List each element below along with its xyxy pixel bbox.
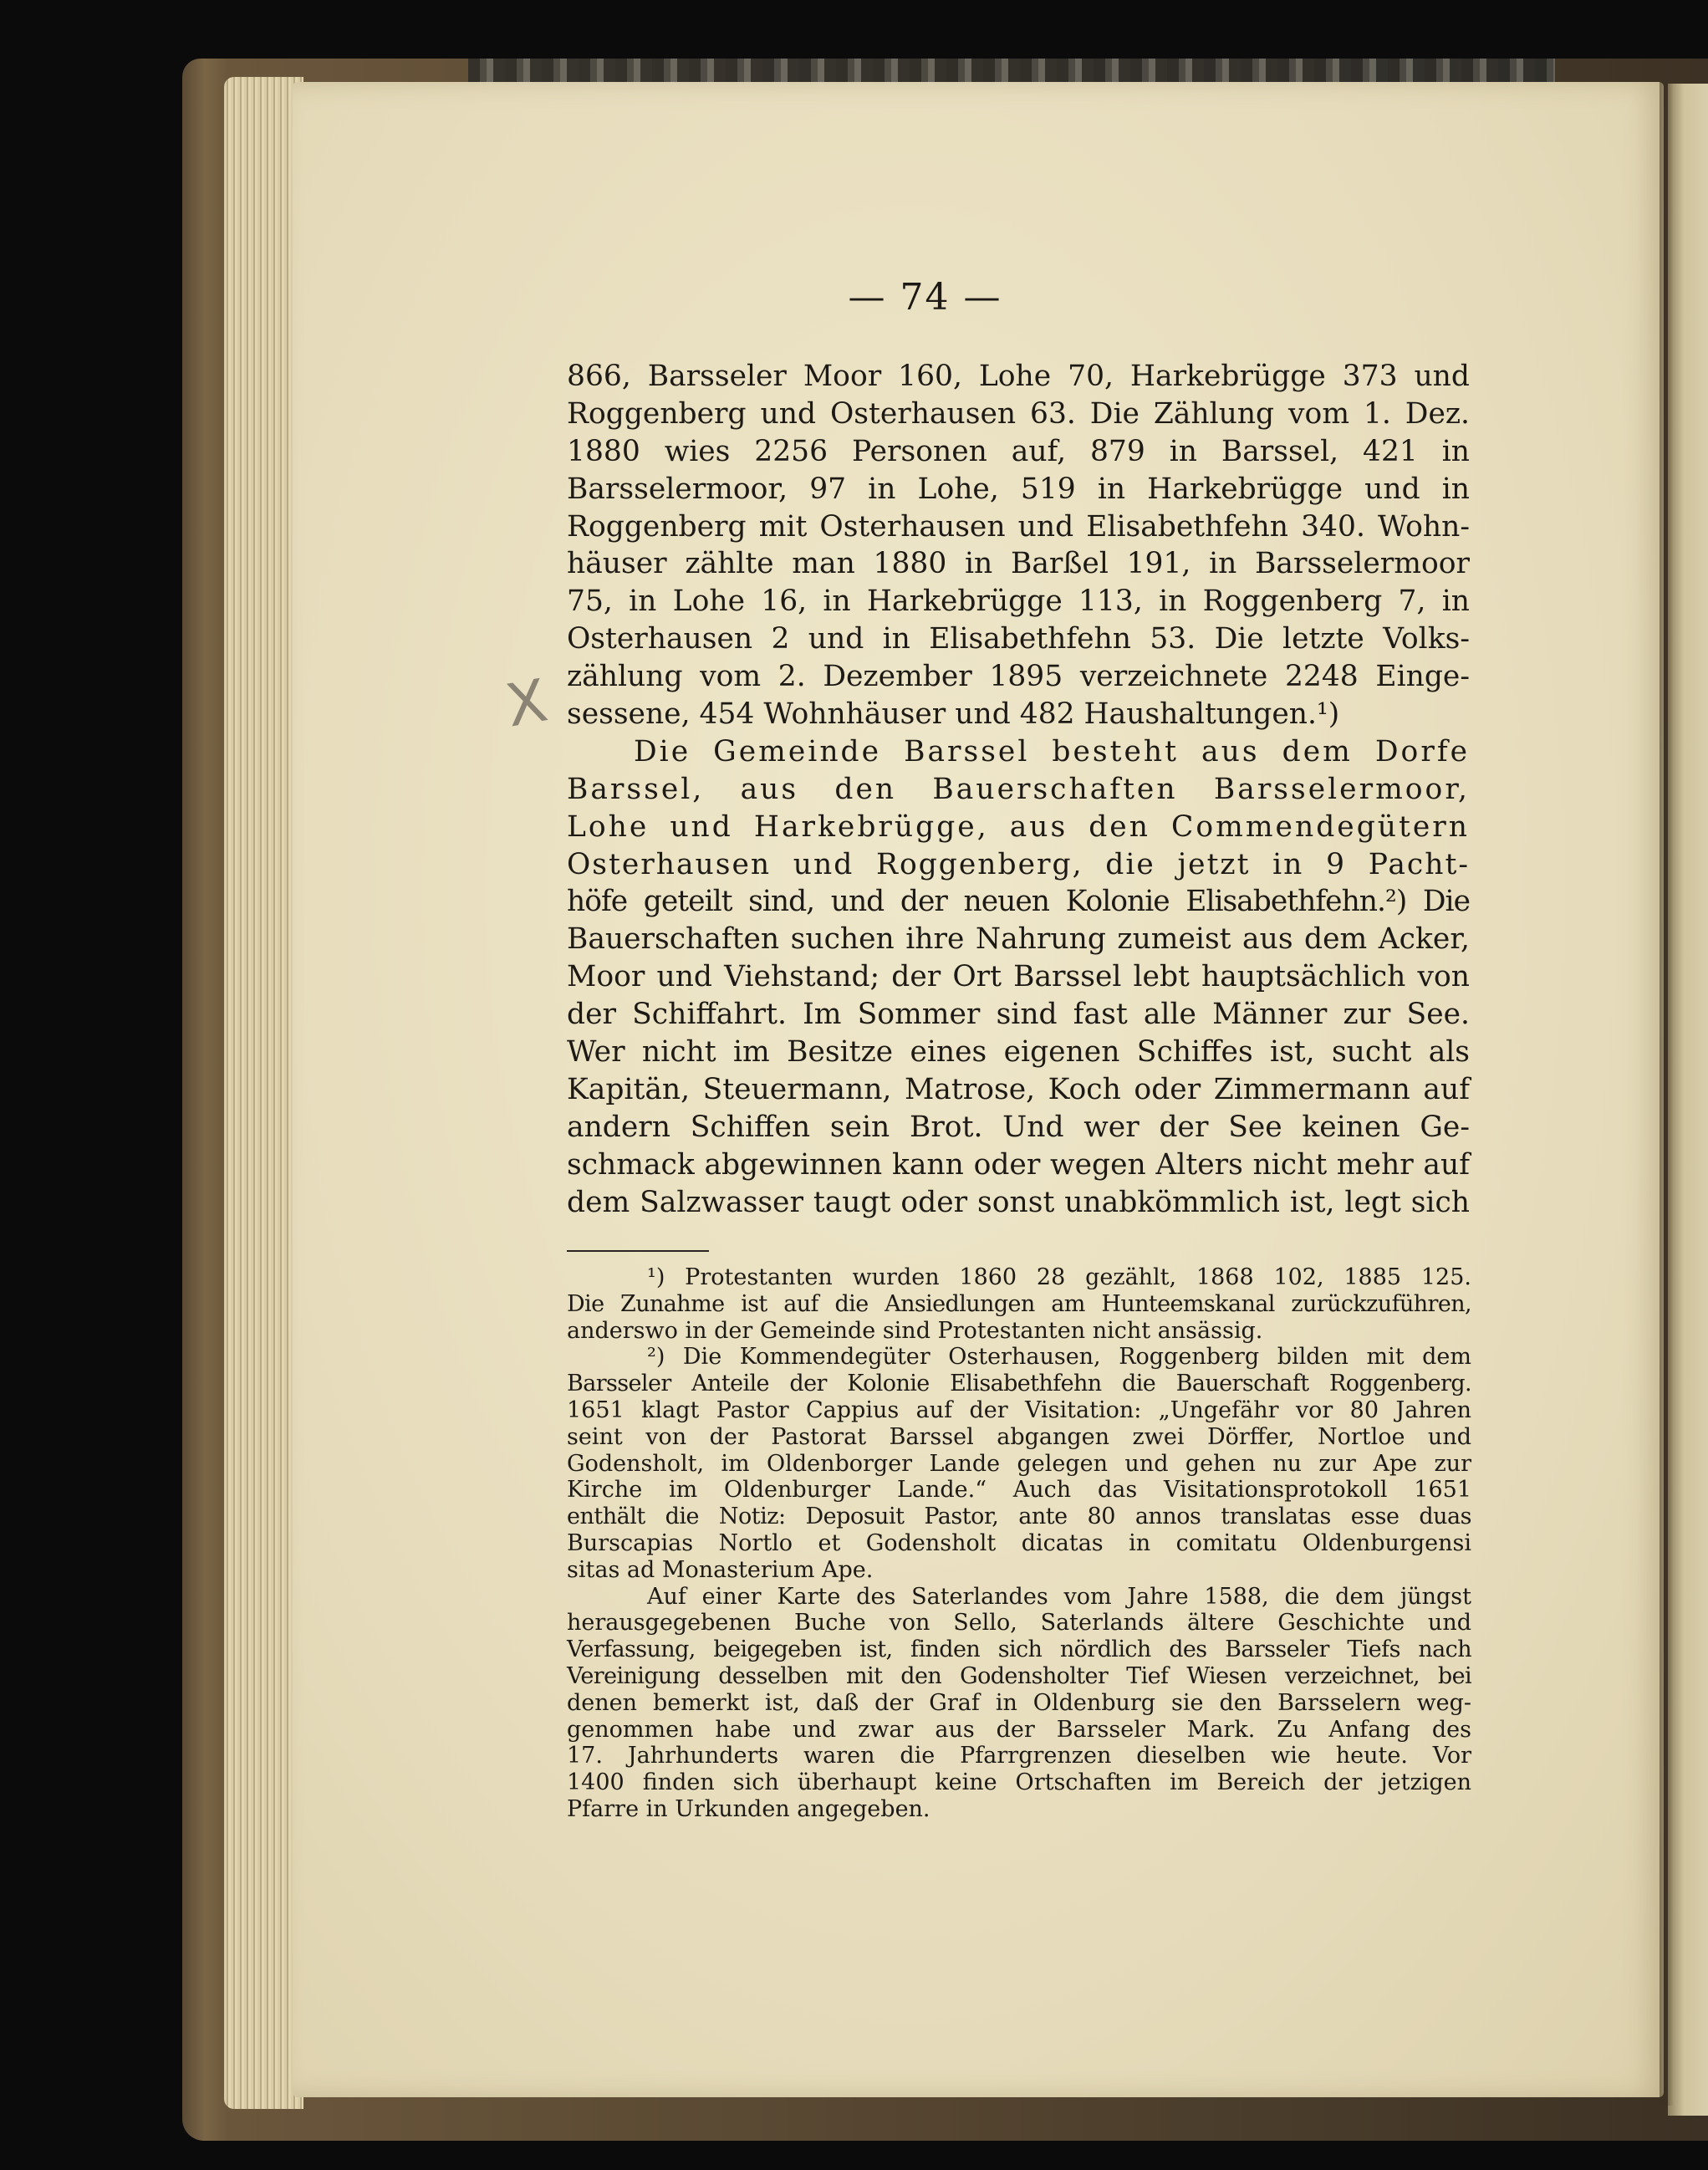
body-text	[567, 358, 1470, 1221]
body-line: Barsselermoor, 97 in Lohe, 519 in Harkebrügge und in	[567, 472, 1470, 506]
footnotes	[567, 1264, 1471, 1823]
body-line: zählung vom 2. Dezember 1895 verzeichnete 2248 Einge-	[567, 660, 1470, 694]
body-line: Kapitän, Steuermann, Matrose, Koch oder Zimmermann auf	[567, 1072, 1470, 1106]
footnote-line: denen bemerkt ist, daß der Graf in Oldenburg sie den Barsselern weg-	[567, 1689, 1471, 1716]
body-line: höfe geteilt sind, und der neuen Kolonie Elisabethfehn.²) Die	[567, 885, 1470, 919]
footnote-separator	[567, 1250, 709, 1252]
body-line: häuser zählte man 1880 in Barßel 191, in Barsselermoor	[567, 547, 1470, 581]
page-gutter-shadow	[1660, 82, 1673, 2106]
body-line: Barssel, aus den Bauerschaften Barsselermoor,	[567, 772, 1470, 806]
footnote-line: Auf einer Karte des Saterlandes vom Jahre 1588, die dem jüngst	[647, 1583, 1471, 1610]
footnote-line: herausgegebenen Buche von Sello, Saterlands ältere Geschichte und	[567, 1610, 1471, 1636]
body-line: der Schiffahrt. Im Sommer sind fast alle Männer zur See.	[567, 998, 1470, 1032]
margin-pencil-mark: X	[501, 666, 553, 741]
body-line: Lohe und Harkebrügge, aus den Commendegütern	[567, 809, 1470, 844]
footnote-line: Verfassung, beigegeben ist, finden sich nördlich des Barsseler Tiefs nach	[567, 1636, 1471, 1663]
footnote-line: Burscapias Nortlo et Godensholt dicatas in comitatu Oldenburgensi	[567, 1529, 1471, 1556]
footnote-line: sitas ad Monasterium Ape.	[567, 1556, 874, 1583]
body-line: Osterhausen und Roggenberg, die jetzt in 9 Pacht-	[567, 847, 1470, 881]
body-line: schmack abgewinnen kann oder wegen Alters nicht mehr auf	[567, 1147, 1470, 1182]
footnote-line: ²) Die Kommendegüter Osterhausen, Roggenberg bilden mit dem	[647, 1344, 1471, 1371]
body-line: Die Gemeinde Barssel besteht aus dem Dorfe	[634, 734, 1470, 768]
body-line: 866, Barsseler Moor 160, Lohe 70, Harkebrügge 373 und	[567, 360, 1470, 393]
footnote-line: Barsseler Anteile der Kolonie Elisabethfehn die Bauerschaft Roggenberg.	[567, 1371, 1471, 1397]
page-stack-edge	[224, 77, 303, 2109]
footnote-line: Pfarre in Urkunden angegeben.	[567, 1795, 930, 1822]
footnote-line: enthält die Notiz: Deposuit Pastor, ante 80 annos translatas esse duas	[567, 1504, 1471, 1530]
footnote-line: anderswo in der Gemeinde sind Protestanten nicht ansässig.	[567, 1317, 1263, 1344]
footnote-line: ¹) Protestanten wurden 1860 28 gezählt, 1868 102, 1885 125.	[647, 1264, 1471, 1290]
body-line: sessene, 454 Wohnhäuser und 482 Haushaltungen.¹)	[567, 697, 1340, 732]
footnote-line: 1651 klagt Pastor Cappius auf der Visitation: „Ungefähr vor 80 Jahren	[567, 1396, 1471, 1423]
footnote-line: seint von der Pastorat Barssel abgangen zwei Dörffer, Nortloe und	[567, 1423, 1471, 1450]
page-number: — 74 —	[848, 276, 1002, 319]
footnote-line: Vereinigung desselben mit den Godensholter Tief Wiesen verzeichnet, bei	[567, 1662, 1471, 1689]
body-line: Roggenberg und Osterhausen 63. Die Zählung vom 1. Dez.	[567, 396, 1470, 431]
body-line: andern Schiffen sein Brot. Und wer der See keinen Ge-	[567, 1110, 1470, 1144]
body-line: dem Salzwasser taugt oder sonst unabkömmlich ist, legt sich	[567, 1185, 1470, 1219]
footnote-line: Kirche im Oldenburger Lande.“ Auch das Visitationsprotokoll 1651	[567, 1477, 1471, 1504]
body-line: 75, in Lohe 16, in Harkebrügge 113, in Roggenberg 7, in	[567, 585, 1470, 619]
body-line: Osterhausen 2 und in Elisabethfehn 53. Die letzte Volks-	[567, 622, 1470, 656]
body-line: Moor und Viehstand; der Ort Barssel lebt hauptsächlich von	[567, 960, 1470, 994]
body-line: 1880 wies 2256 Personen auf, 879 in Barssel, 421 in	[567, 434, 1470, 468]
footnote-line: 1400 finden sich überhaupt keine Ortschaften im Bereich der jetzigen	[567, 1769, 1471, 1796]
footnote-line: Die Zunahme ist auf die Ansiedlungen am Hunteemskanal zurückzuführen,	[567, 1290, 1471, 1317]
footnote-line: Godensholt, im Oldenborger Lande gelegen und gehen nu zur Ape zur	[567, 1450, 1471, 1477]
footnote-line: genommen habe und zwar aus der Barsseler Mark. Zu Anfang des	[567, 1716, 1471, 1743]
opposite-page-edge	[1668, 84, 1708, 2116]
footnote-line: 17. Jahrhunderts waren die Pfarrgrenzen dieselben wie heute. Vor	[567, 1743, 1471, 1769]
body-line: Roggenberg mit Osterhausen und Elisabethfehn 340. Wohn-	[567, 509, 1470, 544]
body-line: Bauerschaften suchen ihre Nahrung zumeist aus dem Acker,	[567, 922, 1470, 957]
body-line: Wer nicht im Besitze eines eigenen Schiffes ist, sucht als	[567, 1035, 1470, 1070]
